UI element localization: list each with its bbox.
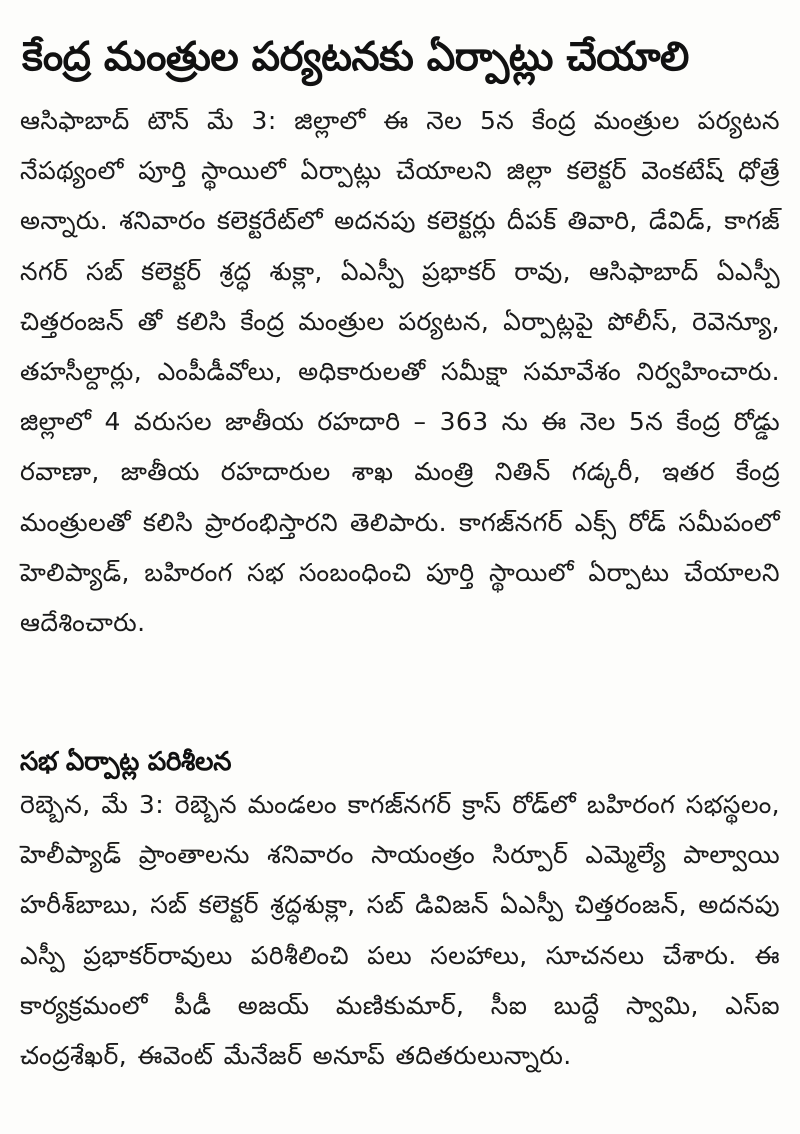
article-paragraph-2: రెబ్బెన, మే 3: రెబ్బెన మండలం కాగజ్‌నగర్ క్రాస్ రోడ్‌లో బహిరంగ సభస్థలం, హెలీప్యాడ్ ప్రాంతాలను శనివారం సాయంత్రం సిర్పూర్ ఎమ్మెల్యే పాల్వాయి హరీశ్‌బాబు, సబ్ కలెక్టర్ శ్రద్ధశుక్లా, సబ్ డివిజన్ ఏఎస్పీ చిత్తరంజన్, అదనపు ఎస్పీ ప్రభాకర్‌రావులు పరిశీలించి పలు సలహాలు, సూచనలు చేశారు. ఈ కార్యక్రమంలో పీడీ అజయ్ మణికుమార్, సీఐ బుద్దే స్వామి, ఎస్ఐ చంద్రశేఖర్, ఈవెంట్ మేనేజర్ అనూప్ తదితరులున్నారు. [20,790,780,1071]
article-paragraph-1: ఆసిఫాబాద్ టౌన్ మే 3: జిల్లాలో ఈ నెల 5న కేంద్ర మంత్రుల పర్యటన నేపథ్యంలో పూర్తి స్థాయిలో ఏర్పాట్లు చేయాలని జిల్లా కలెక్టర్ వెంకటేష్ ధోత్రే అన్నారు. శనివారం కలెక్టరేట్‌లో అదనపు కలెక్టర్లు దీపక్ తివారి, డేవిడ్, కాగజ్ నగర్ సబ్ కలెక్టర్ శ్రద్ధ శుక్లా, ఏఎస్పీ ప్రభాకర్ రావు, ఆసిఫాబాద్ ఏఎస్పీ చిత్తరంజన్ తో కలిసి కేంద్ర మంత్రుల పర్యటన, ఏర్పాట్లపై పోలీస్, రెవెన్యూ, తహసీల్దార్లు, ఎంపీడీవోలు, అధికారులతో సమీక్షా సమావేశం నిర్వహించారు. జిల్లాలో 4 వరుసల జాతీయ రహదారి – 363 ను ఈ నెల 5న కేంద్ర రోడ్డు రవాణా, జాతీయ రహదారుల శాఖ మంత్రి నితిన్ గడ్కరీ, ఇతర కేంద్ర మంత్రులతో కలిసి ప్రారంభిస్తారని తెలిపారు. కాగజ్‌నగర్ ఎక్స్ రోడ్ సమీపంలో హెలిప్యాడ్, బహిరంగ సభ సంబంధించి పూర్తి స్థాయిలో ఏర్పాటు చేయాలని ఆదేశించారు. [20,106,780,638]
article-subheading: సభ ఏర్పాట్ల పరిశీలన [20,747,232,777]
article-headline: కేంద్ర మంత్రుల పర్యటనకు ఏర్పాట్లు చేయాలి [22,34,689,80]
